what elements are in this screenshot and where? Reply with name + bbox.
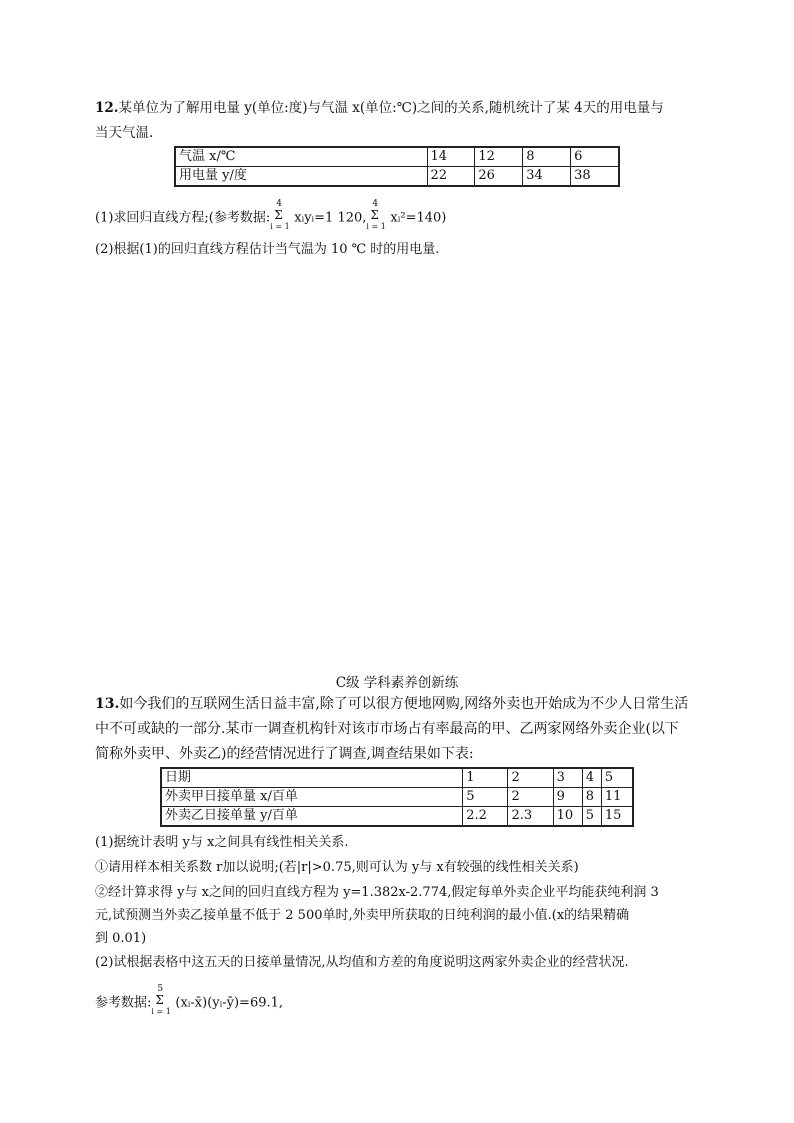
q13-part1: (1)据统计表明 y与 x之间具有线性相关关系. bbox=[95, 835, 349, 850]
q13-part1-a: ①请用样本相关系数 r加以说明;(若|r|>0.75,则可认为 y与 x有较强的线性相关关系) bbox=[95, 860, 579, 875]
table-cell: 26 bbox=[475, 167, 523, 187]
q12-number: 12. bbox=[95, 100, 119, 116]
table-cell: 9 bbox=[553, 788, 582, 807]
table-cell: 外卖甲日接单量 x/百单 bbox=[161, 788, 463, 807]
table-cell: 气温 x/℃ bbox=[175, 147, 427, 167]
table-row bbox=[161, 788, 633, 807]
q13-part1-b-line3: 到 0.01) bbox=[95, 931, 147, 946]
table-cell: 14 bbox=[427, 147, 475, 167]
table-cell: 外卖乙日接单量 y/百单 bbox=[161, 807, 463, 827]
table-cell: 2.2 bbox=[463, 807, 508, 827]
table-cell: 22 bbox=[427, 167, 475, 187]
table-row bbox=[175, 167, 619, 187]
table-cell: 8 bbox=[582, 788, 601, 807]
table-cell: 日期 bbox=[161, 768, 463, 788]
table-cell: 2 bbox=[508, 768, 553, 788]
q13-table bbox=[160, 767, 634, 827]
table-cell: 10 bbox=[553, 807, 582, 827]
table-row bbox=[175, 147, 619, 167]
table-cell: 15 bbox=[601, 807, 633, 827]
q13-part1-b-line2: 元,试预测当外卖乙接单量不低于 2 500单时,外卖甲所获取的日纯利润的最小值.(x的结果精确 bbox=[95, 908, 630, 923]
table-cell: 5 bbox=[463, 788, 508, 807]
q13-reference-data: 参考数据: 5 Σ i = 1 (xᵢ-x̄)(yᵢ-ȳ)=69.1, bbox=[95, 984, 284, 1016]
summation-symbol: 4 Σ i = 1 bbox=[366, 199, 386, 231]
q13-stem-line3: 简称外卖甲、外卖乙)的经营情况进行了调查,调查结果如下表: bbox=[95, 746, 474, 762]
q12-table bbox=[174, 146, 620, 187]
table-cell: 8 bbox=[523, 147, 571, 167]
q12-part2: (2)根据(1)的回归直线方程估计当气温为 10 ℃ 时的用电量. bbox=[95, 242, 440, 257]
table-cell: 3 bbox=[553, 768, 582, 788]
table-cell: 5 bbox=[582, 807, 601, 827]
table-cell: 34 bbox=[523, 167, 571, 187]
table-cell: 5 bbox=[601, 768, 633, 788]
q12-stem-line1: 12.某单位为了解用电量 y(单位:度)与气温 x(单位:℃)之间的关系,随机统计了某 4天的用电量与 bbox=[95, 100, 664, 116]
summation-symbol: 5 Σ i = 1 bbox=[151, 984, 171, 1016]
q12-part1: (1)求回归直线方程;(参考数据: 4 Σ i = 1 xᵢyᵢ=1 120, 4 Σ i = 1 xᵢ²=140) bbox=[95, 199, 447, 231]
table-row bbox=[161, 768, 633, 788]
table-cell: 用电量 y/度 bbox=[175, 167, 427, 187]
table-cell: 2 bbox=[508, 788, 553, 807]
q13-stem-line1: 13.如今我们的互联网生活日益丰富,除了可以很方便地网购,网络外卖也开始成为不少人日常生活 bbox=[95, 696, 689, 712]
table-cell: 38 bbox=[571, 167, 619, 187]
table-cell: 12 bbox=[475, 147, 523, 167]
table-cell: 11 bbox=[601, 788, 633, 807]
summation-symbol: 4 Σ i = 1 bbox=[270, 199, 290, 231]
table-cell: 1 bbox=[463, 768, 508, 788]
section-heading: C级 学科素养创新练 bbox=[335, 675, 459, 691]
table-row bbox=[161, 807, 633, 827]
table-cell: 2.3 bbox=[508, 807, 553, 827]
q13-number: 13. bbox=[95, 696, 120, 712]
q13-part2: (2)试根据表格中这五天的日接单量情况,从均值和方差的角度说明这两家外卖企业的经营状况. bbox=[95, 955, 629, 970]
q12-stem-line2: 当天气温. bbox=[95, 125, 154, 141]
q13-stem-line2: 中不可或缺的一部分.某市一调查机构针对该市市场占有率最高的甲、乙两家网络外卖企业(以下 bbox=[95, 721, 679, 737]
table-cell: 6 bbox=[571, 147, 619, 167]
table-cell: 4 bbox=[582, 768, 601, 788]
q13-part1-b-line1: ②经计算求得 y与 x之间的回归直线方程为 y=1.382x-2.774,假定每单外卖企业平均能获纯利润 3 bbox=[95, 885, 659, 900]
